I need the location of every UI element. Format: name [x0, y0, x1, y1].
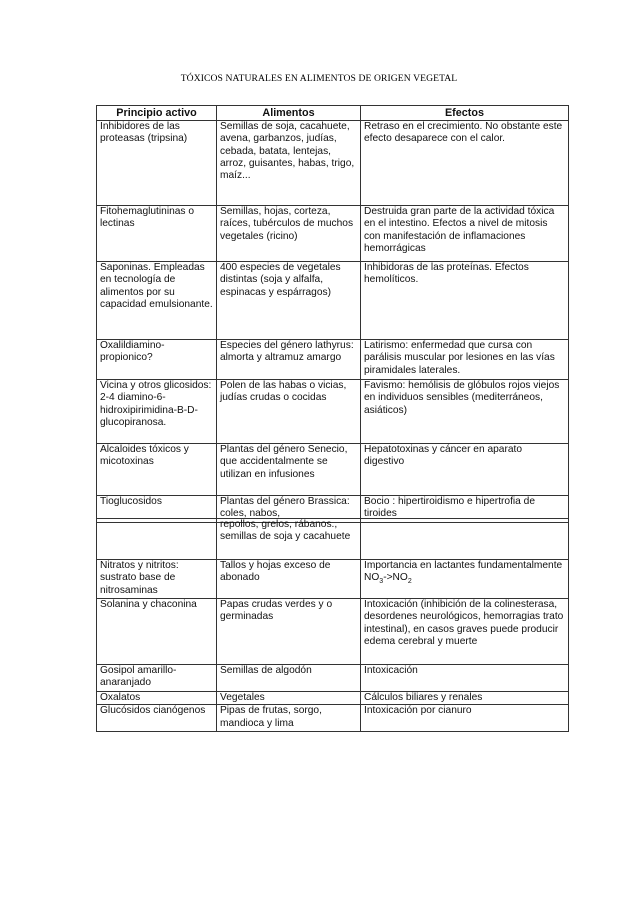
cell-alimentos: Semillas de algodón — [217, 665, 361, 692]
table-row — [97, 705, 569, 732]
cell-alimentos: Semillas, hojas, corteza, raíces, tubérculos de muchos vegetales (ricino) — [217, 206, 361, 262]
subscript-3: 3 — [379, 578, 384, 586]
cell-efectos — [361, 519, 569, 560]
cell-principio: Saponinas. Empleadas en tecnología de alimentos por su capacidad emulsionante. — [97, 262, 217, 340]
cell-efectos: Intoxicación — [361, 665, 569, 692]
table-row — [97, 665, 569, 692]
cell-principio: Oxalatos — [97, 692, 217, 705]
cell-efectos: Destruida gran parte de la actividad tóxica en el intestino. Efectos a nivel de mitosis con manifestación de inflamaciones hemorrágicas — [361, 206, 569, 262]
cell-alimentos: Pipas de frutas, sorgo, mandioca y lima — [217, 705, 361, 732]
table-row — [97, 262, 569, 340]
cell-principio: Gosipol amarillo-anaranjado — [97, 665, 217, 692]
cell-principio: Vicina y otros glicosidos: 2-4 diamino-6-hidroxipirimidina-B-D-glucopiranosa. — [97, 380, 217, 444]
cell-alimentos: Semillas de soja, cacahuete, avena, garbanzos, judías, cebada, batata, lentejas, arroz, guisantes, habas, trigo, maíz... — [217, 121, 361, 206]
header-efectos: Efectos — [361, 106, 569, 121]
cell-alimentos: Papas crudas verdes y o germinadas — [217, 599, 361, 665]
cell-alimentos: repollos, grelos, rábanos., semillas de soja y cacahuete — [217, 519, 361, 560]
cell-efectos: Cálculos biliares y renales — [361, 692, 569, 705]
cell-alimentos: Vegetales — [217, 692, 361, 705]
cell-efectos — [361, 560, 569, 599]
table-row — [97, 206, 569, 262]
cell-efectos: Intoxicación (inhibición de la colinesterasa, desordenes neurológicos, hemorragias trato intestinal), en casos graves puede producir edema cerebral y muerte — [361, 599, 569, 665]
header-principio-activo: Principio activo — [97, 106, 217, 121]
cell-principio: Fitohemaglutininas o lectinas — [97, 206, 217, 262]
header-alimentos: Alimentos — [217, 106, 361, 121]
toxins-table-part-2 — [96, 518, 569, 732]
cell-principio: Nitratos y nitritos: sustrato base de nitrosaminas — [97, 560, 217, 599]
efectos-text: Importancia en lactantes fundamentalmente NO — [364, 560, 563, 584]
cell-alimentos: Tallos y hojas exceso de abonado — [217, 560, 361, 599]
table-row — [97, 380, 569, 444]
cell-principio: Oxalildiamino-propionico? — [97, 340, 217, 380]
subscript-2: 2 — [407, 578, 412, 586]
cell-principio: Glucósidos cianógenos — [97, 705, 217, 732]
cell-alimentos: Plantas del género Senecio, que accidentalmente se utilizan en infusiones — [217, 444, 361, 496]
efectos-arrow: ->NO — [383, 572, 408, 584]
table-header-row — [97, 106, 569, 121]
cell-principio — [97, 519, 217, 560]
cell-principio: Solanina y chaconina — [97, 599, 217, 665]
cell-efectos: Latirismo: enfermedad que cursa con parálisis muscular por lesiones en las vías piramidales laterales. — [361, 340, 569, 380]
cell-efectos: Retraso en el crecimiento. No obstante este efecto desaparece con el calor. — [361, 121, 569, 206]
cell-alimentos: Polen de las habas o vicias, judías crudas o cocidas — [217, 380, 361, 444]
cell-efectos: Inhibidoras de las proteínas. Efectos hemolíticos. — [361, 262, 569, 340]
table-row — [97, 599, 569, 665]
cell-efectos: Intoxicación por cianuro — [361, 705, 569, 732]
toxins-table-part-1 — [96, 105, 569, 523]
cell-efectos: Hepatotoxinas y cáncer en aparato digestivo — [361, 444, 569, 496]
cell-principio: Inhibidores de las proteasas (tripsina) — [97, 121, 217, 206]
cell-principio: Tioglucosidos — [97, 496, 217, 523]
cell-alimentos: Especies del género lathyrus: almorta y altramuz amargo — [217, 340, 361, 380]
table-row — [97, 519, 569, 560]
cell-alimentos: 400 especies de vegetales distintas (soja y alfalfa, espinacas y espárragos) — [217, 262, 361, 340]
table-row — [97, 340, 569, 380]
table-row — [97, 121, 569, 206]
cell-efectos: Favismo: hemólisis de glóbulos rojos viejos en individuos sensibles (mediterráneos, asiáticos) — [361, 380, 569, 444]
cell-efectos: Bocio : hipertiroidismo e hipertrofia de tiroides — [361, 496, 569, 523]
cell-principio: Alcaloides tóxicos y micotoxinas — [97, 444, 217, 496]
table-row — [97, 444, 569, 496]
cell-alimentos: Plantas del género Brassica: coles, nabos, — [217, 496, 361, 523]
table-row — [97, 692, 569, 705]
page-title: TÓXICOS NATURALES EN ALIMENTOS DE ORIGEN VEGETAL — [180, 73, 458, 84]
table-row — [97, 560, 569, 599]
